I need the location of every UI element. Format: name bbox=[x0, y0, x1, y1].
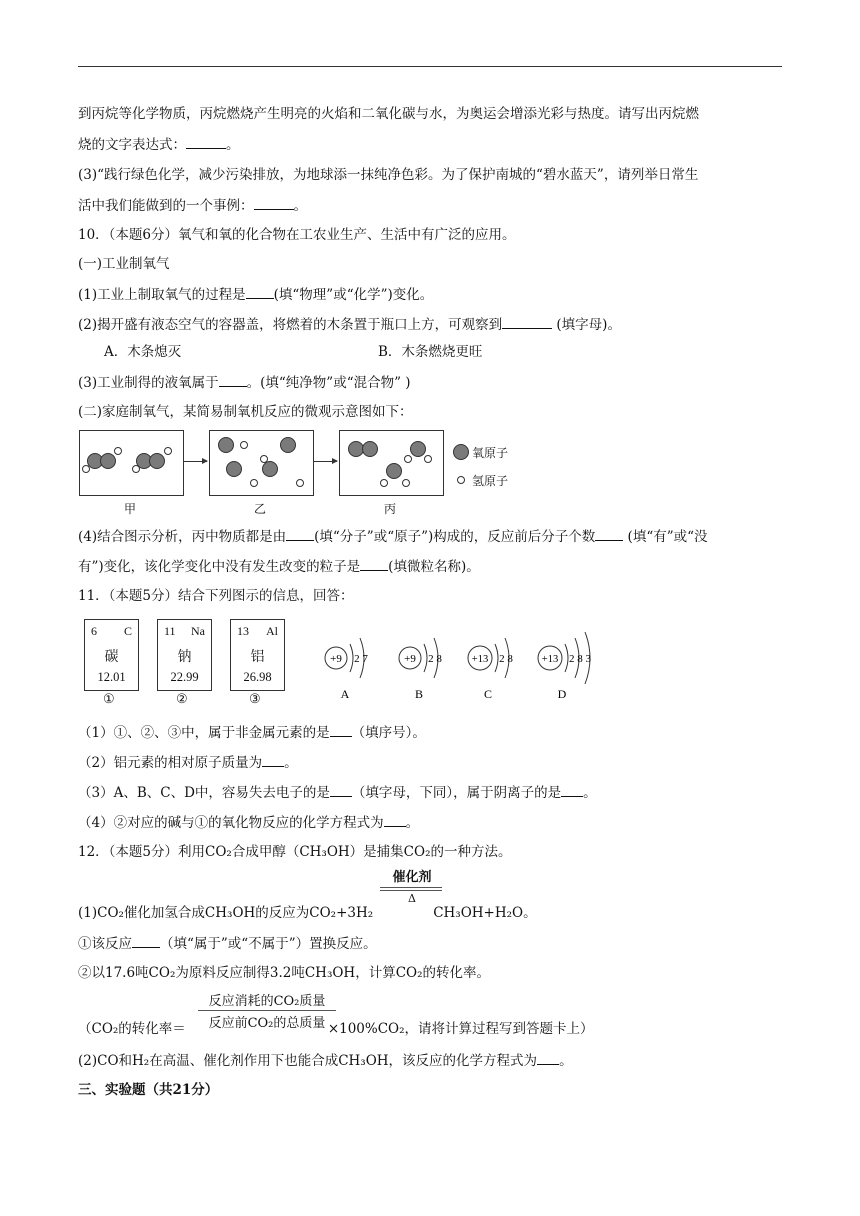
subsection-title: (二)家庭制氧气，某简易制氧机反应的微观示意图如下： bbox=[78, 404, 413, 420]
answer-blank[interactable] bbox=[132, 933, 160, 948]
element-card-carbon bbox=[84, 619, 139, 691]
atomic-number: 6 bbox=[91, 624, 97, 638]
reaction-condition-catalyst: 催化剂 bbox=[392, 870, 432, 885]
header-rule bbox=[78, 66, 782, 67]
nucleus-charge: +13 bbox=[471, 654, 489, 665]
answer-blank[interactable] bbox=[537, 1050, 559, 1065]
element-name: 铝 bbox=[250, 650, 265, 665]
legend-oxygen-label: 氧原子 bbox=[472, 446, 509, 460]
question-10: 10．（本题6分）氧气和氧的化合物在工农业生产、生活中有广泛的应用。 bbox=[78, 227, 516, 243]
element-symbol: Al bbox=[266, 624, 278, 638]
reaction-arrow bbox=[313, 461, 337, 462]
reaction-condition-heat: Δ bbox=[408, 892, 416, 905]
reaction-equals-line bbox=[380, 887, 442, 888]
oxygen-atom bbox=[386, 463, 402, 479]
question-12-1-i: ①该反应 （填“属于”或“不属于”）置换反应。 bbox=[78, 933, 377, 954]
structure-b bbox=[399, 638, 442, 701]
electron-shells: 2 8 bbox=[428, 653, 442, 665]
text-line: 烧的文字表达式： 。 bbox=[78, 134, 240, 155]
oxygen-atom bbox=[362, 441, 378, 457]
atomic-structure-diagrams bbox=[316, 624, 616, 704]
electron-shells: 2 8 3 bbox=[569, 653, 591, 665]
diagram-box-yi bbox=[209, 430, 314, 496]
question-12-2: (2)CO和H₂在高温、催化剂作用下也能合成CH₃OH，该反应的化学方程式为 。 bbox=[78, 1050, 573, 1071]
reaction-equals-line bbox=[380, 890, 442, 891]
question-11-3: （3）A、B、C、D中，容易失去电子的是 （填字母，下同），属于阴离子的是 。 bbox=[78, 782, 597, 803]
question-11-2: （2）铝元素的相对原子质量为 。 bbox=[78, 752, 298, 773]
question-10-3: (3)工业制得的液氧属于 。(填“纯净物”或“混合物” ) bbox=[78, 372, 411, 393]
structure-c bbox=[468, 638, 513, 701]
atomic-mass: 26.98 bbox=[243, 670, 272, 684]
question-10-1: (1)工业上制取氧气的过程是 (填“物理”或“化学”)变化。 bbox=[78, 284, 433, 305]
structure-label: A bbox=[340, 687, 350, 701]
legend-oxygen-icon bbox=[453, 444, 469, 460]
electron-shells: 2 7 bbox=[354, 653, 368, 665]
caption-jia: 甲 bbox=[123, 502, 136, 516]
answer-blank[interactable] bbox=[330, 722, 352, 737]
diagram-box-bing bbox=[339, 430, 444, 496]
fraction-numerator: 反应消耗的CO₂质量 bbox=[208, 994, 326, 1009]
option-b: B．木条燃烧更旺 bbox=[378, 344, 483, 360]
oxygen-atom bbox=[149, 453, 165, 469]
hydrogen-atom bbox=[82, 465, 90, 473]
structure-label: C bbox=[483, 687, 493, 701]
legend-hydrogen-icon bbox=[457, 476, 465, 484]
answer-blank[interactable] bbox=[286, 526, 314, 541]
caption-yi: 乙 bbox=[253, 502, 266, 516]
structure-label: D bbox=[557, 687, 567, 701]
oxygen-atom bbox=[218, 437, 234, 453]
element-name: 碳 bbox=[104, 650, 119, 665]
structure-d bbox=[538, 632, 592, 701]
question-11-1: （1）①、②、③中，属于非金属元素的是 （填序号）。 bbox=[78, 722, 426, 743]
element-symbol: Na bbox=[191, 624, 205, 638]
structure-label: B bbox=[414, 687, 424, 701]
nucleus-charge: +13 bbox=[541, 654, 559, 665]
answer-blank[interactable] bbox=[219, 372, 247, 387]
hydrogen-atom bbox=[404, 455, 412, 463]
diagram-box-jia bbox=[79, 430, 184, 496]
caption-bing: 丙 bbox=[383, 502, 396, 516]
hydrogen-atom bbox=[164, 447, 172, 455]
fraction-bar bbox=[198, 1010, 336, 1011]
answer-blank[interactable] bbox=[246, 284, 274, 299]
answer-blank[interactable] bbox=[254, 195, 294, 210]
oxygen-atom bbox=[410, 441, 426, 457]
hydrogen-atom bbox=[402, 479, 410, 487]
oxygen-atom bbox=[280, 437, 296, 453]
question-10-4-cont: 有”)变化，该化学变化中没有发生改变的粒子是 (填微粒名称)。 bbox=[78, 556, 480, 577]
nucleus-charge: +9 bbox=[330, 653, 342, 665]
electron-shells: 2 8 bbox=[499, 653, 513, 665]
element-card-aluminium bbox=[230, 619, 285, 691]
conversion-rate-formula: （CO₂的转化率＝ ×100%CO₂，请将计算过程写到答题卡上） bbox=[78, 1021, 594, 1037]
hydrogen-atom bbox=[250, 479, 258, 487]
structure-a bbox=[325, 638, 368, 701]
reaction-arrow bbox=[183, 461, 207, 462]
question-12-1: (1)CO₂催化加氢合成CH₃OH的反应为CO₂+3H₂ CH₃OH+H₂O。 bbox=[78, 905, 537, 921]
nucleus-charge: +9 bbox=[404, 653, 416, 665]
card-label: ① bbox=[103, 692, 115, 707]
fraction-denominator: 反应前CO₂的总质量 bbox=[208, 1016, 326, 1031]
option-a: A．木条熄灭 bbox=[104, 344, 182, 360]
answer-blank[interactable] bbox=[595, 526, 623, 541]
hydrogen-atom bbox=[296, 479, 304, 487]
hydrogen-atom bbox=[240, 441, 248, 449]
atomic-number: 11 bbox=[164, 624, 176, 638]
hydrogen-atom bbox=[424, 455, 432, 463]
answer-blank[interactable] bbox=[262, 752, 284, 767]
card-label: ② bbox=[176, 692, 188, 707]
element-name: 钠 bbox=[177, 650, 192, 665]
element-card-sodium bbox=[157, 619, 212, 691]
element-symbol: C bbox=[123, 624, 132, 638]
atomic-number: 13 bbox=[237, 624, 249, 638]
answer-blank[interactable] bbox=[561, 782, 583, 797]
hydrogen-atom bbox=[380, 479, 388, 487]
answer-blank[interactable] bbox=[502, 314, 552, 329]
answer-blank[interactable] bbox=[384, 812, 406, 827]
oxygen-atom bbox=[100, 453, 116, 469]
card-label: ③ bbox=[249, 692, 261, 707]
answer-blank[interactable] bbox=[186, 134, 226, 149]
answer-blank[interactable] bbox=[360, 556, 388, 571]
legend-hydrogen-label: 氢原子 bbox=[472, 474, 509, 488]
question-11: 11．（本题5分）结合下列图示的信息，回答： bbox=[78, 588, 354, 604]
oxygen-atom bbox=[262, 461, 278, 477]
subsection-title: (一)工业制氧气 bbox=[78, 256, 170, 272]
text-line: (3)“践行绿色化学，减少污染排放，为地球添一抹纯净色彩。为了保护南城的“碧水蓝天”，请列举日常生 bbox=[78, 167, 699, 183]
hydrogen-atom bbox=[132, 465, 140, 473]
answer-blank[interactable] bbox=[330, 782, 352, 797]
question-10-4: (4)结合图示分析，丙中物质都是由 (填“分子”或“原子”)构成的，反应前后分子个数 (填“有”或“没 bbox=[78, 526, 708, 547]
text-line: 到丙烷等化学物质，丙烷燃烧产生明亮的火焰和二氧化碳与水，为奥运会增添光彩与热度。请写出丙烷燃 bbox=[78, 106, 699, 122]
question-10-2: (2)揭开盛有液态空气的容器盖，将燃着的木条置于瓶口上方，可观察到 (填字母)。 bbox=[78, 314, 621, 335]
atomic-mass: 22.99 bbox=[170, 670, 199, 684]
atomic-mass: 12.01 bbox=[97, 670, 126, 684]
hydrogen-atom bbox=[114, 447, 122, 455]
text-line: 活中我们能做到的一个事例： 。 bbox=[78, 195, 307, 216]
section-heading: 三、实验题（共21分） bbox=[78, 1082, 219, 1098]
question-11-4: （4）②对应的碱与①的氧化物反应的化学方程式为 。 bbox=[78, 812, 419, 833]
oxygen-atom bbox=[226, 461, 242, 477]
question-12: 12．（本题5分）利用CO₂合成甲醇（CH₃OH）是捕集CO₂的一种方法。 bbox=[78, 844, 512, 860]
question-12-1-ii: ②以17.6吨CO₂为原料反应制得3.2吨CH₃OH，计算CO₂的转化率。 bbox=[78, 965, 490, 981]
